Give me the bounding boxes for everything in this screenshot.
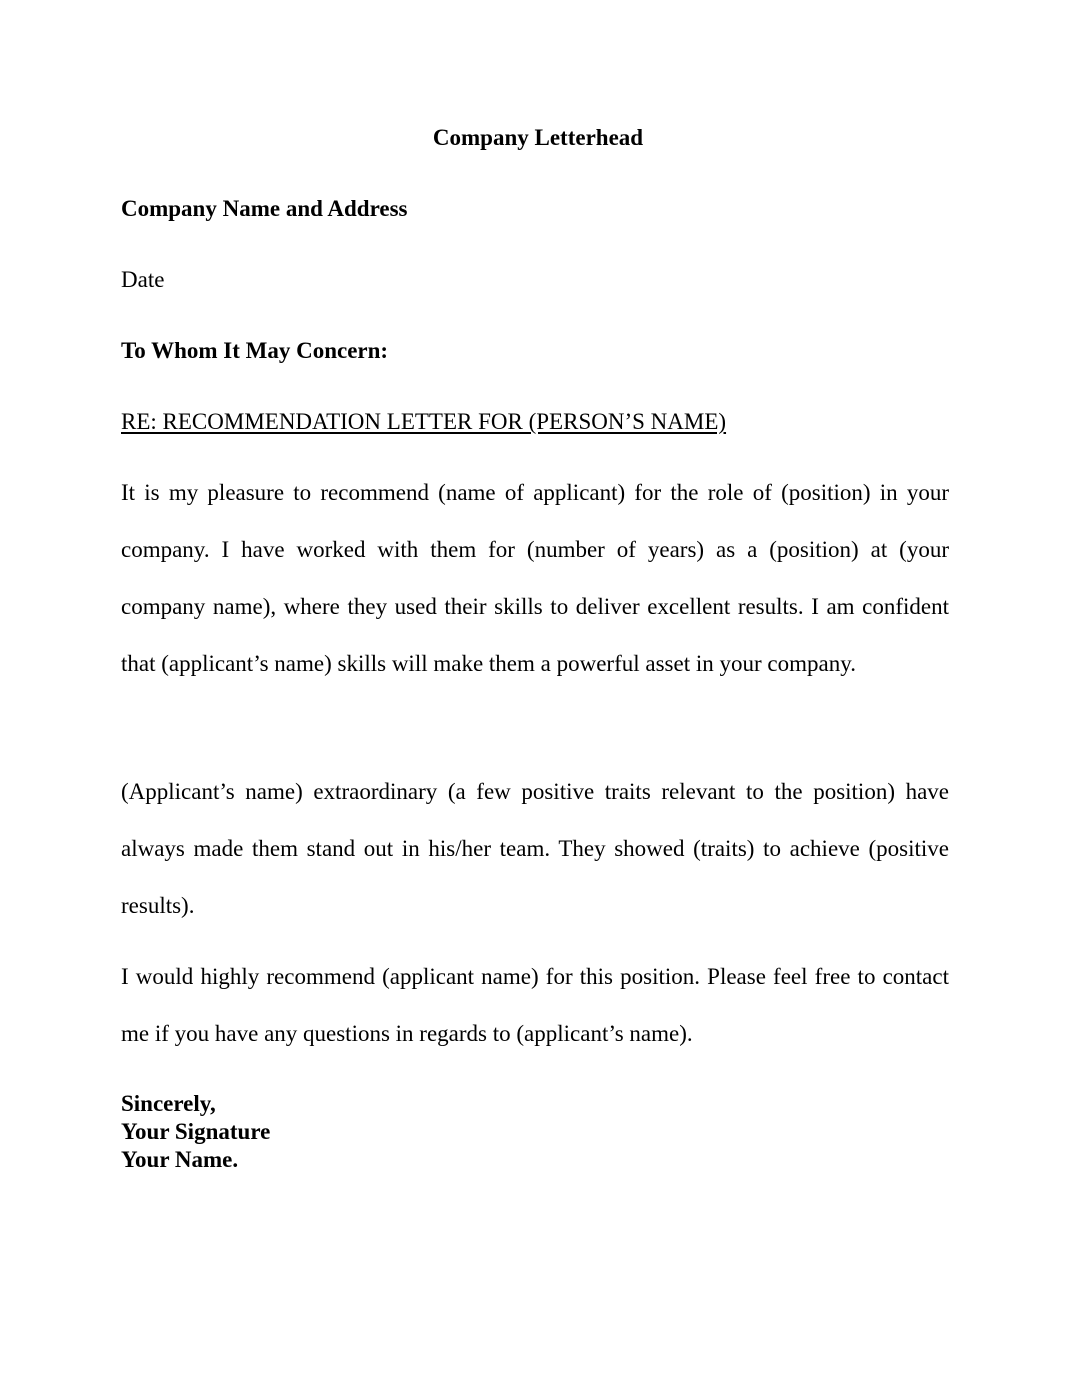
signer-name: Your Name. [121, 1147, 239, 1172]
company-name-address: Company Name and Address [121, 196, 408, 221]
body-paragraph-2: (Applicant’s name) extraordinary (a few positive traits relevant to the position) have always made them stand out in his/her team. They showed (traits) to achieve (positive results). [121, 779, 949, 918]
body-paragraph-3: I would highly recommend (applicant name) for this position. Please feel free to contact me if you have any questions in regards to (applicant’s name). [121, 964, 949, 1046]
salutation: To Whom It May Concern: [121, 338, 389, 363]
subject-line: RE: RECOMMENDATION LETTER FOR (PERSON’S NAME) [121, 409, 727, 434]
letter-date: Date [121, 267, 165, 292]
closing-sincerely: Sincerely, [121, 1091, 216, 1116]
signature-line: Your Signature [121, 1119, 271, 1144]
closing-block [121, 1090, 270, 1174]
body-paragraph-1: It is my pleasure to recommend (name of applicant) for the role of (position) in your company. I have worked with them for (number of years) as a (position) at (your company name), where they used their skills to deliver excellent results. I am confident that (applicant’s name) skills will make them a powerful asset in your company. [121, 480, 949, 676]
letterhead-title: Company Letterhead [432, 125, 644, 150]
